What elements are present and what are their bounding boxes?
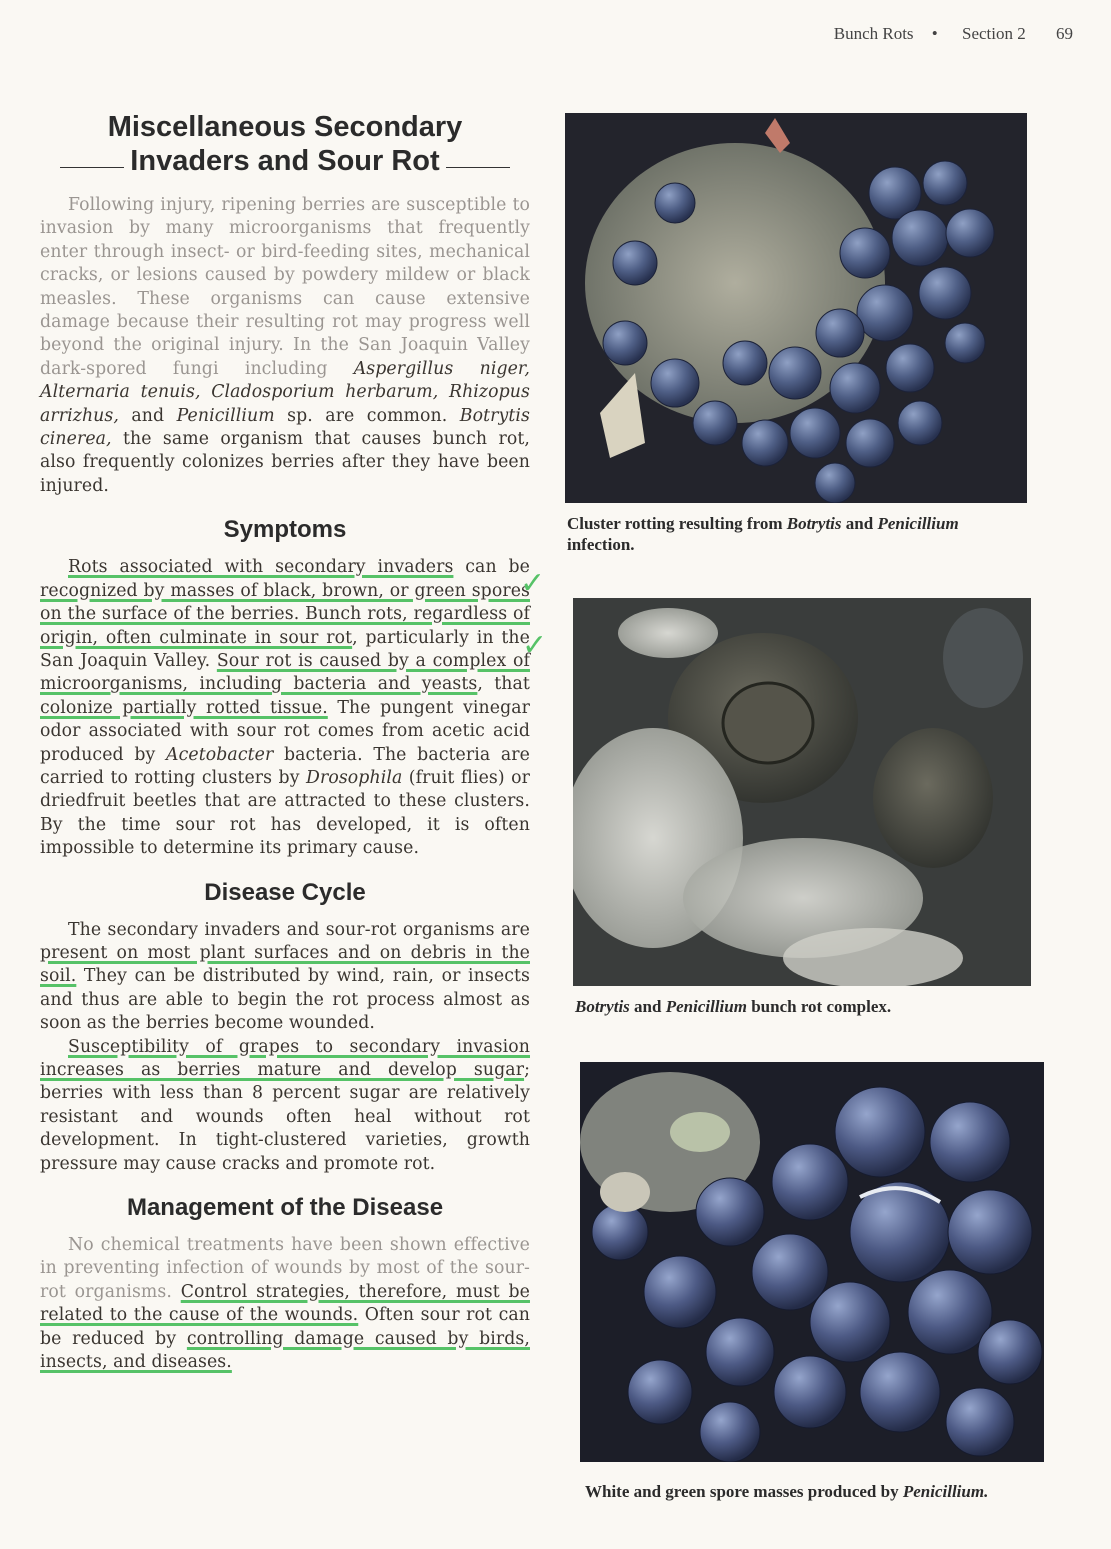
intro-paragraph: Following injury, ripening berries are susceptible to invasion by many microorganisms that frequently enter through insect- or bird-feeding sites, mechanical cracks, or lesions caused by powdery mildew or black measles. These organisms can cause extensive damage because their resulting rot may progress well beyond the original injury. In the San Joaquin Valley dark-spored fungi including Aspergillus niger, Alternaria tenuis, Cladosporium herbarum, Rhizopus arrizhus, and Penicillium sp. are common. Botrytis cinerea, the same organism that causes bunch rot, also frequently colonizes berries after they have been injured. [40, 195, 531, 496]
checkmark-icon: ✓ [520, 566, 546, 601]
management-paragraph: No chemical treatments have been shown effective in preventing infection of wounds by most of the sour-rot organisms. Control strategies, therefore, must be related to the cause of the wounds. Often sour rot can be reduced by controlling damage caused by birds, insects, and diseases. [40, 1235, 530, 1373]
disease-cycle-heading: Disease Cycle [204, 878, 366, 906]
title-line-2: Invaders and Sour Rot [130, 145, 440, 177]
symptoms-paragraph: Rots associated with secondary invaders can be recognized by masses of black, brown, or green spores on the surface of the berries. Bunch rots, regardless of origin, often culminate in sour rot, particularly in the San Joaquin Valley. Sour rot is caused by a complex of microorganisms, including bacteria and yeasts, that colonize partially rotted tissue. The pungent vinegar odor associated with sour rot comes from acetic acid produced by Acetobacter bacteria. The bacteria are carried to rotting clusters by Drosophila (fruit flies) or driedfruit beetles that are attracted to these clusters. By the time sour rot has developed, it is often impossible to determine its primary cause. [40, 557, 531, 859]
photo-bunch-rot-complex [573, 598, 1031, 986]
figure-1-caption: Cluster rotting resulting from Botrytis and Penicillium infection. [567, 514, 959, 554]
chapter-name: Bunch Rots [833, 24, 914, 43]
disease-cycle-paragraph-1: The secondary invaders and sour-rot organisms are present on most plant surfaces and on debris in the soil. They can be distributed by wind, rain, or insects and thus are able to begin the rot process almost as soon as the berries become wounded. [40, 919, 530, 1034]
grape-cluster-photo [565, 113, 1027, 503]
checkmark-icon: ✓ [522, 628, 548, 663]
photo-penicillium-spores [580, 1062, 1044, 1462]
article-column [40, 110, 530, 1374]
article-title [40, 110, 530, 178]
photo-cluster-rot [565, 113, 1027, 503]
figure-3-caption: White and green spore masses produced by Penicillium. [585, 1482, 989, 1501]
header-separator: • [931, 24, 938, 43]
title-line-1: Miscellaneous Secondary [107, 111, 463, 143]
grape-spores-photo [580, 1062, 1044, 1462]
disease-cycle-paragraph-2: Susceptibility of grapes to secondary invasion increases as berries mature and develop sugar; berries with less than 8 percent sugar are relatively resistant and wounds often heal without rot development. In tight-clustered varieties, growth pressure may cause cracks and promote rot. [40, 1036, 530, 1174]
section-label: Section 2 [962, 24, 1026, 43]
running-header [828, 24, 1073, 44]
page-number: 69 [1056, 24, 1073, 43]
figure-2-caption: Botrytis and Penicillium bunch rot complex. [575, 997, 892, 1016]
management-heading: Management of the Disease [126, 1194, 444, 1222]
symptoms-heading: Symptoms [223, 516, 347, 544]
mold-closeup-photo [573, 598, 1031, 986]
